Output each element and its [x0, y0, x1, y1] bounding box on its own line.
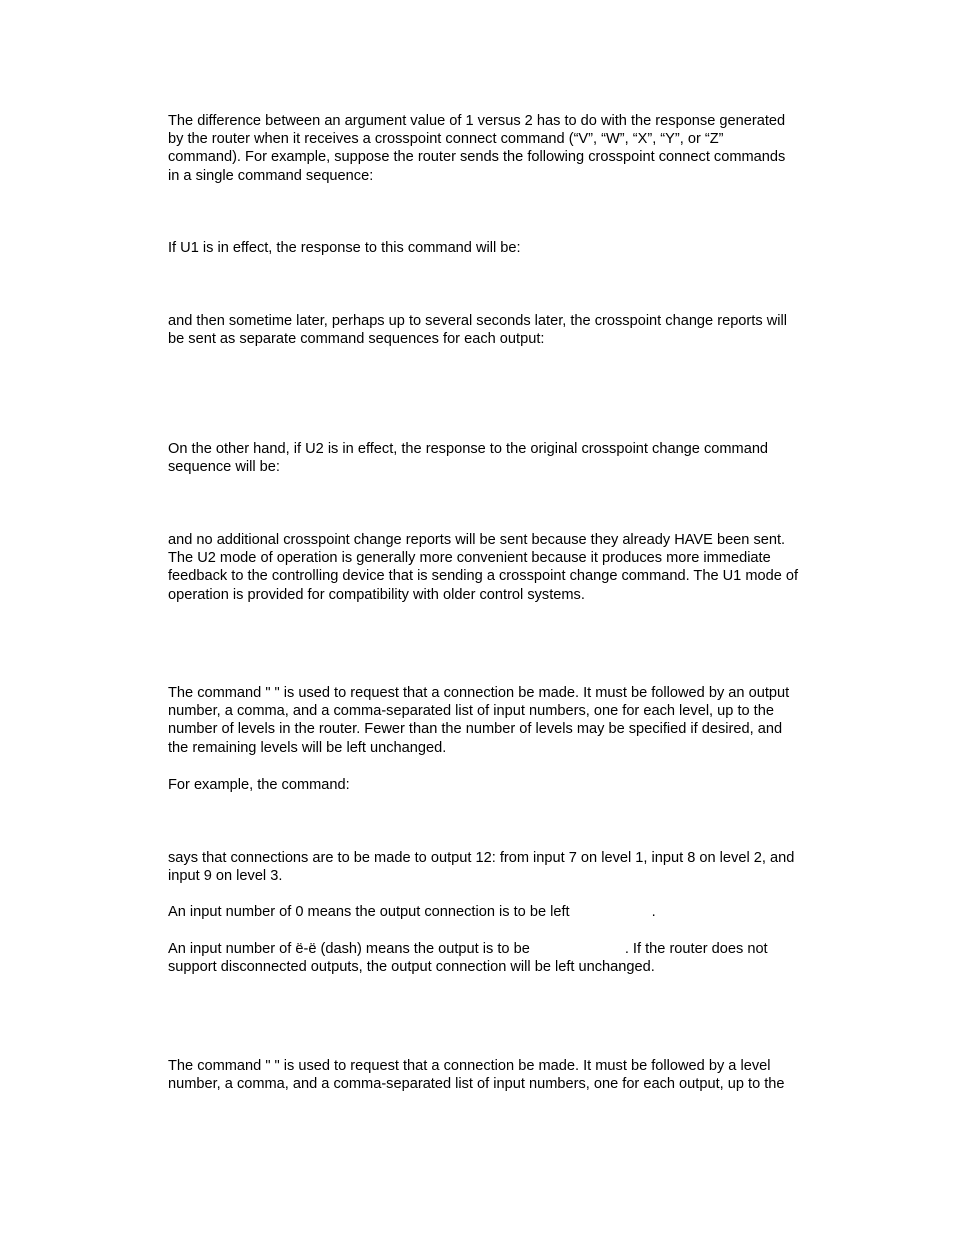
paragraph-example-intro [168, 776, 848, 794]
paragraph-u2-response [168, 440, 848, 476]
text-line: The difference between an argument value of 1 versus 2 has to do with the response generated [168, 113, 786, 129]
text-line: support disconnected outputs, the output connection will be left unchanged. [168, 959, 655, 976]
text-fragment: An input number of 0 means the output connection is to be left [168, 904, 570, 920]
text-line [168, 1057, 848, 1075]
text-line: number, a comma, and a comma-separated list of input numbers, one for each level, up to the [168, 703, 774, 720]
text-line: feedback to the controlling device that is sending a crosspoint change command. The U1 mode of [168, 568, 799, 585]
paragraph-u1-u2-difference [168, 112, 848, 185]
paragraph-later-reports [168, 312, 848, 348]
text-line: be sent as separate command sequences for each output: [168, 331, 545, 348]
text-line [168, 684, 848, 702]
paragraph-u2-explanation [168, 531, 848, 604]
text-fragment: The command " [168, 685, 271, 701]
text-fragment: . [651, 904, 656, 920]
text-line [168, 940, 848, 958]
text-line: and then sometime later, perhaps up to several seconds later, the crosspoint change reports will [168, 313, 787, 329]
text-line: On the other hand, if U2 is in effect, the response to the original crosspoint change command [168, 441, 769, 457]
paragraph-output-connect-command [168, 684, 848, 757]
text-fragment: " is used to request that a connection be made. It must be followed by an output [274, 685, 790, 701]
text-line: by the router when it receives a crosspoint connect command (“V”, “W”, “X”, “Y”, or “Z” [168, 131, 724, 148]
text-line: operation is provided for compatibility with older control systems. [168, 586, 585, 603]
text-line: The U2 mode of operation is generally more convenient because it produces more immediate [168, 550, 771, 567]
text-line: the remaining levels will be left unchanged. [168, 739, 447, 756]
text-fragment: An input number of ë-ë (dash) means the output is to be [168, 941, 530, 957]
text-line: input 9 on level 3. [168, 868, 283, 885]
text-fragment: . If the router does not [624, 941, 768, 957]
paragraph-level-connect-command [168, 1057, 848, 1093]
text-line: For example, the command: [168, 777, 350, 793]
paragraph-example-explanation [168, 849, 848, 885]
text-line: If U1 is in effect, the response to this command will be: [168, 240, 521, 256]
text-line: in a single command sequence: [168, 167, 374, 184]
text-line: number of levels in the router. Fewer than the number of levels may be specified if desired, and [168, 721, 783, 738]
text-fragment: " is used to request that a connection be made. It must be followed by a level [274, 1058, 771, 1074]
paragraph-u1-response [168, 239, 848, 257]
paragraph-input-zero [168, 903, 848, 921]
text-line: number, a comma, and a comma-separated list of input numbers, one for each output, up to the [168, 1076, 785, 1093]
text-line: command). For example, suppose the router sends the following crosspoint connect commands [168, 149, 786, 166]
text-line: and no additional crosspoint change reports will be sent because they already HAVE been sent. [168, 532, 786, 548]
paragraph-input-dash [168, 940, 848, 976]
text-line [168, 903, 848, 921]
text-line: says that connections are to be made to output 12: from input 7 on level 1, input 8 on level 2, and [168, 850, 795, 866]
text-fragment: The command " [168, 1058, 271, 1074]
text-line: sequence will be: [168, 459, 280, 476]
